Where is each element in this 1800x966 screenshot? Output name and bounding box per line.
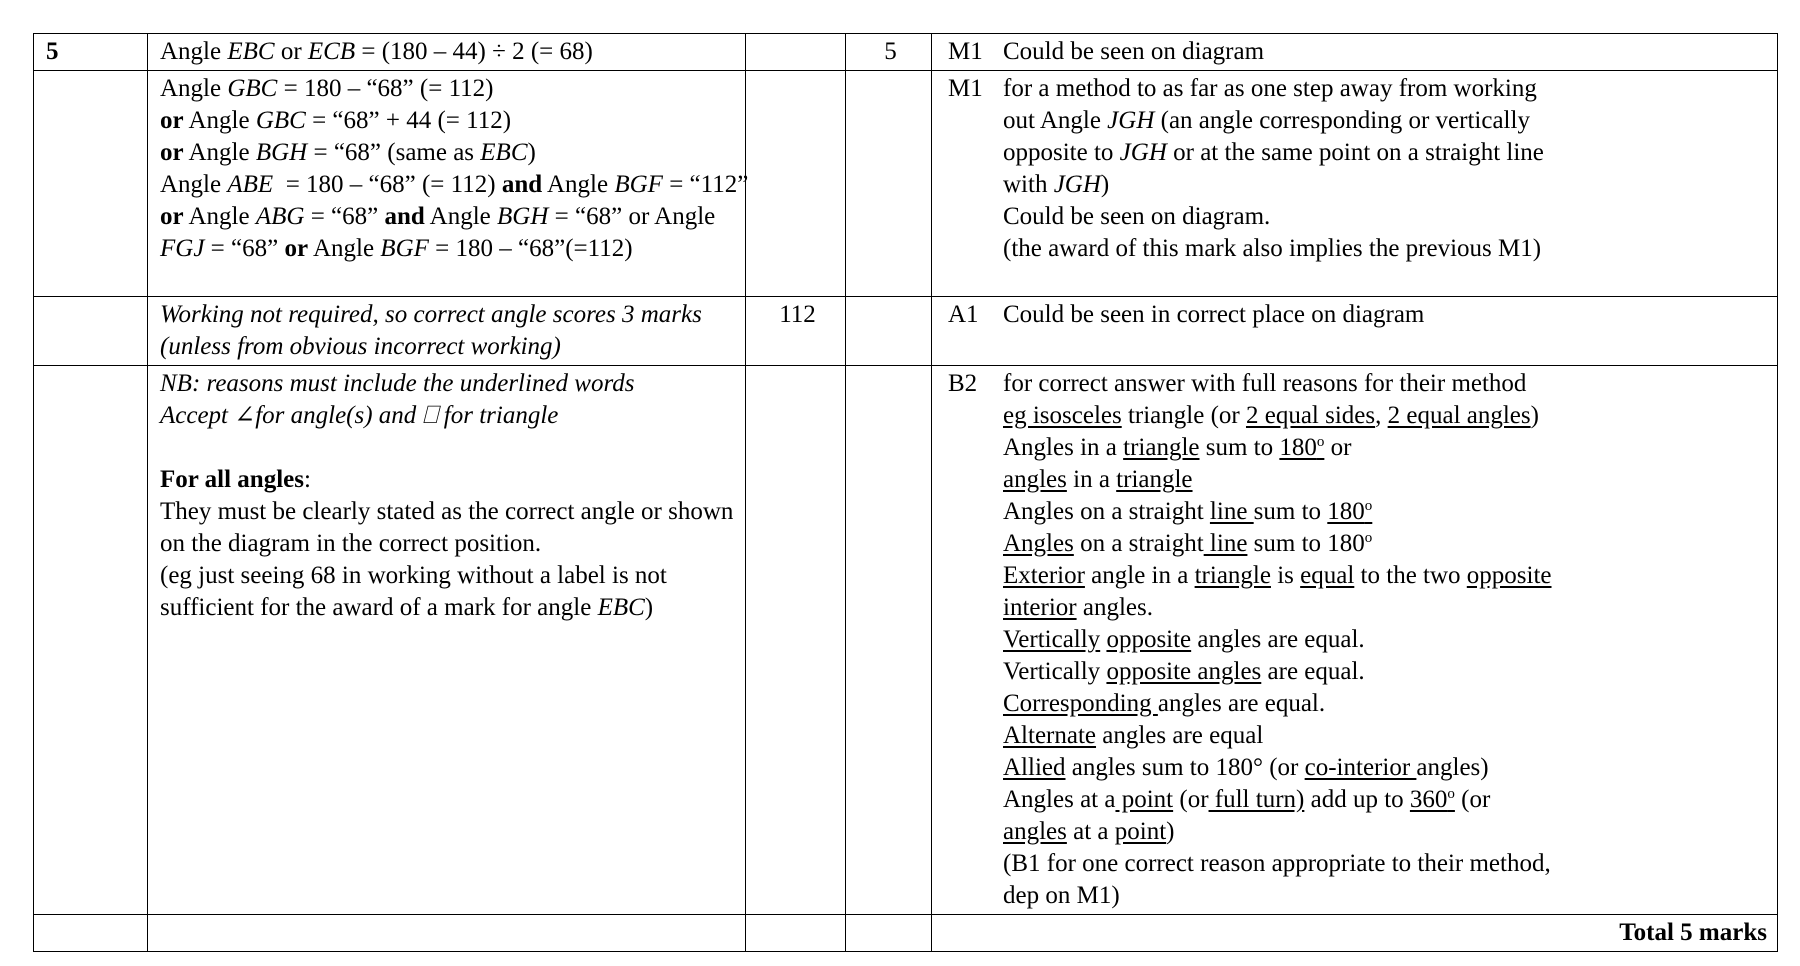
guidance-line: opposite to JGH or at the same point on a straight line [1003, 139, 1544, 166]
guidance-line: (B1 for one correct reason appropriate to their method, [1003, 850, 1551, 877]
question-number-empty [34, 366, 148, 915]
mark-code: A1 [948, 301, 979, 328]
guidance-line: angles at a point) [1003, 818, 1175, 845]
answer-cell [746, 71, 846, 297]
working-line: Accept ∠for angle(s) and ⎕ for triangle [160, 402, 559, 429]
guidance-line: Angles in a triangle sum to 180$^o$ or [1003, 434, 1352, 461]
guidance-line: Could be seen on diagram. [1003, 203, 1271, 230]
marks-cell: 5 [846, 34, 932, 71]
question-number: 5 [34, 34, 148, 71]
guidance-cell [932, 34, 1778, 71]
mark-code: M1 [948, 75, 983, 102]
guidance-text: Could be seen on diagram [1003, 38, 1265, 65]
empty-cell [746, 915, 846, 952]
answer-cell [746, 366, 846, 915]
answer-cell: 112 [746, 297, 846, 366]
working-line: Angle GBC = 180 – “68” (= 112) [160, 75, 494, 102]
empty-cell [148, 915, 746, 952]
question-number-empty [34, 71, 148, 297]
working-line: They must be clearly stated as the correct angle or shown [160, 498, 734, 525]
guidance-line: dep on M1) [1003, 882, 1120, 909]
working-cell [148, 71, 749, 297]
guidance-cell [932, 71, 1778, 297]
mark-code: B2 [948, 370, 978, 397]
guidance-line: angles in a triangle [1003, 466, 1193, 493]
table-row [34, 71, 1778, 297]
working-line: (unless from obvious incorrect working) [160, 333, 561, 360]
working-line: or Angle ABG = “68” and Angle BGH = “68” or Angle [160, 203, 716, 230]
guidance-text: Could be seen in correct place on diagram [1003, 301, 1425, 328]
working-line: NB: reasons must include the underlined words [160, 370, 635, 397]
working-line: sufficient for the award of a mark for angle EBC) [160, 594, 654, 621]
table-row [34, 297, 1778, 366]
guidance-line: eg isosceles triangle (or 2 equal sides, 2 equal angles) [1003, 402, 1539, 429]
guidance-line: Exterior angle in a triangle is equal to the two opposite [1003, 562, 1552, 589]
guidance-line: Angles on a straight line sum to 180$^o$ [1003, 530, 1373, 557]
working-line: (eg just seeing 68 in working without a label is not [160, 562, 667, 589]
working-line: or Angle GBC = “68” + 44 (= 112) [160, 107, 512, 134]
guidance-line: with JGH) [1003, 171, 1110, 198]
working-cell [148, 34, 746, 71]
total-row [34, 915, 1778, 952]
for-all-heading-line: For all angles: [160, 466, 311, 493]
working-line: Working not required, so correct angle scores 3 marks [160, 301, 702, 328]
mark-scheme-table [33, 33, 1778, 952]
working-line: FGJ = “68” or Angle BGF = 180 – “68”(=112) [160, 235, 633, 262]
table-row [34, 366, 1778, 915]
for-all-heading: For all angles [160, 466, 304, 493]
guidance-line: Angles at a point (or full turn) add up to 360$^o$ (or [1003, 786, 1491, 813]
question-number-empty [34, 297, 148, 366]
answer-cell [746, 34, 846, 71]
guidance-line: Vertically opposite angles are equal. [1003, 626, 1365, 653]
guidance-line: interior angles. [1003, 594, 1153, 621]
guidance-line: out Angle JGH (an angle corresponding or vertically [1003, 107, 1530, 134]
guidance-line: for correct answer with full reasons for their method [1003, 370, 1527, 397]
working-line: Angle ABE = 180 – “68” (= 112) and Angle BGF = “112” [160, 171, 749, 198]
table-row [34, 34, 1778, 71]
marks-cell [846, 297, 932, 366]
empty-cell [846, 915, 932, 952]
guidance-line: Alternate angles are equal [1003, 722, 1264, 749]
guidance-cell [932, 297, 1778, 366]
working-line: Angle EBC or ECB = (180 – 44) ÷ 2 (= 68) [160, 38, 593, 65]
guidance-line: Corresponding angles are equal. [1003, 690, 1326, 717]
guidance-line: (the award of this mark also implies the previous M1) [1003, 235, 1542, 262]
working-line: on the diagram in the correct position. [160, 530, 542, 557]
guidance-line: Allied angles sum to 180° (or co-interior angles) [1003, 754, 1489, 781]
guidance-line: for a method to as far as one step away from working [1003, 75, 1537, 102]
working-cell [148, 297, 746, 366]
total-marks: Total 5 marks [932, 915, 1778, 952]
working-line: or Angle BGH = “68” (same as EBC) [160, 139, 536, 166]
mark-code: M1 [948, 38, 983, 65]
guidance-cell [932, 366, 1778, 915]
guidance-line: Angles on a straight line sum to 180$^o$ [1003, 498, 1373, 525]
working-cell [148, 366, 746, 915]
empty-cell [34, 915, 148, 952]
marks-cell [846, 366, 932, 915]
marks-cell [846, 71, 932, 297]
guidance-line: Vertically opposite angles are equal. [1003, 658, 1365, 685]
